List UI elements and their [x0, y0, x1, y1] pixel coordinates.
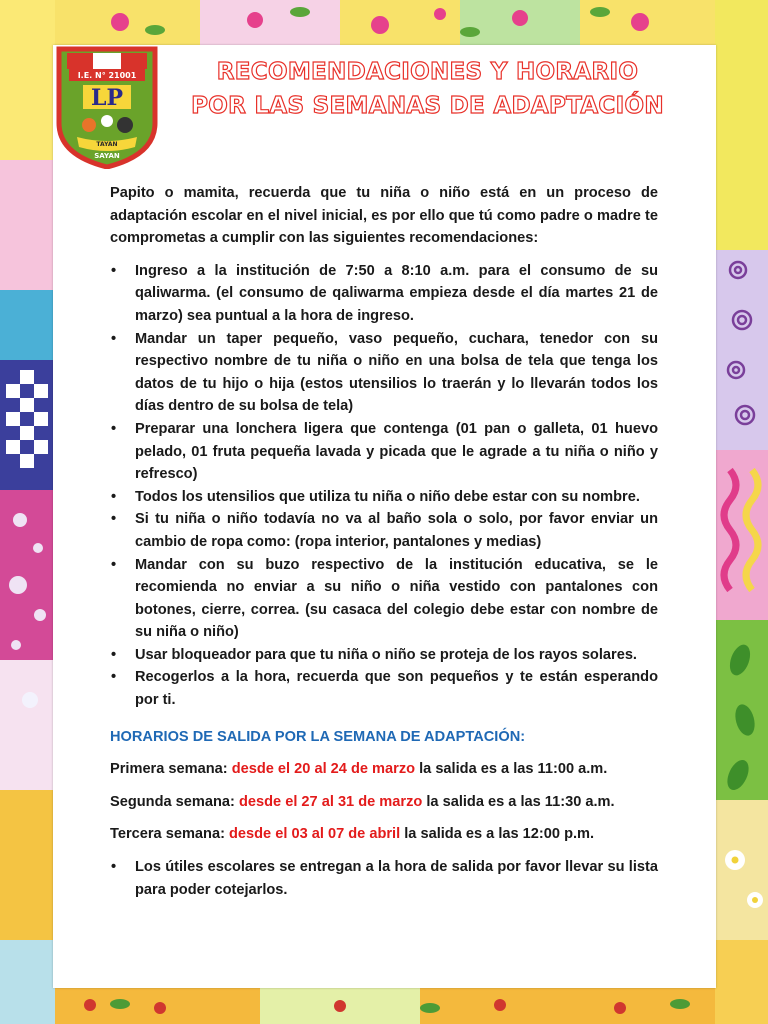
list-item: • Si tu niña o niño todavía no va al baño sola o solo, por favor enviar un cambio de ropa como: (ropa interior, pantalones y medias): [110, 508, 658, 553]
document-body: [110, 182, 658, 901]
schedule-week-2: [110, 791, 658, 814]
list-item: • Preparar una lonchera ligera que contenga (01 pan o galleta, 01 huevo pelado, 01 fruta pequeña lavada y picada que le agrade a tu niña o niño y refresco): [110, 418, 658, 486]
final-note-list: [110, 856, 658, 901]
schedule-dates: desde el 27 al 31 de marzo: [238, 793, 423, 810]
final-note: Los útiles escolares se entregan a la hora de salida por favor llevar su lista para poder cotejarlos.: [135, 859, 658, 898]
bullet-icon: •: [111, 262, 117, 279]
school-crest-logo: [55, 45, 159, 169]
schedule-heading: HORARIOS DE SALIDA POR LA SEMANA DE ADAPTACIÓN:: [110, 728, 526, 745]
recommendations-list: [110, 260, 658, 712]
svg-text:TAYAN: TAYAN: [96, 141, 118, 148]
title-line-1: RECOMENDACIONES Y HORARIO: [216, 59, 639, 85]
list-item: • Recogerlos a la hora, recuerda que son pequeños y te están esperando por ti.: [110, 666, 658, 711]
schedule-label: Tercera semana:: [110, 826, 225, 843]
bullet-icon: •: [111, 669, 117, 686]
list-item: [110, 856, 658, 901]
bullet-icon: •: [111, 330, 117, 347]
title-line-2: POR LAS SEMANAS DE ADAPTACIÓN: [191, 93, 664, 119]
schedule-dates: desde el 03 al 07 de abril: [229, 826, 401, 843]
schedule-label: Primera semana:: [110, 761, 228, 778]
svg-text:SAYAN: SAYAN: [94, 152, 120, 160]
schedule-time: la salida es a las 11:30 a.m.: [426, 793, 615, 810]
list-item: • Mandar un taper pequeño, vaso pequeño, cuchara, tenedor con su respectivo nombre de tu niña o niño en una bolsa de tela que tenga los datos de tu hijo o hija (estos utensilios lo traerán y lo llevarán todos los días dentro de su bolsa de tela): [110, 328, 658, 418]
schedule-time: la salida es a las 12:00 p.m.: [404, 826, 595, 843]
list-item: • Ingreso a la institución de 7:50 a 8:10 a.m. para el consumo de su qaliwarma. (el consumo de qaliwarma empieza desde el día martes 21 de marzo) sea puntual a la hora de ingreso.: [110, 260, 658, 328]
intro-paragraph: Papito o mamita, recuerda que tu niña o niño está en un proceso de adaptación escolar en el nivel inicial, es por ello que tú como padre o madre te comprometas a cumplir con las siguientes recomendaciones:: [110, 185, 658, 247]
bullet-icon: •: [111, 646, 117, 663]
schedule-week-1: [110, 758, 658, 781]
schedule-week-3: [110, 823, 658, 846]
svg-text:I.E. N° 21001: I.E. N° 21001: [77, 71, 137, 80]
page-title: [160, 55, 695, 123]
list-item: • Usar bloqueador para que tu niña o niño se proteja de los rayos solares.: [110, 644, 658, 667]
bullet-icon: •: [111, 511, 117, 528]
list-item: • Todos los utensilios que utiliza tu niña o niño debe estar con su nombre.: [110, 486, 658, 509]
bullet-icon: •: [111, 488, 117, 505]
bullet-icon: •: [111, 556, 117, 573]
list-item: • Mandar con su buzo respectivo de la institución educativa, se le recomienda no enviar a su niño o niña vestido con pantalones con botones, cierre, correa. (su casaca del colegio debe estar con nombre de su niña o niño): [110, 554, 658, 644]
schedule-time: la salida es a las 11:00 a.m.: [419, 761, 608, 778]
svg-text:LP: LP: [90, 85, 124, 111]
bullet-icon: •: [111, 420, 117, 437]
bullet-icon: •: [111, 859, 117, 876]
schedule-dates: desde el 20 al 24 de marzo: [231, 761, 416, 778]
schedule-label: Segunda semana:: [110, 793, 235, 810]
